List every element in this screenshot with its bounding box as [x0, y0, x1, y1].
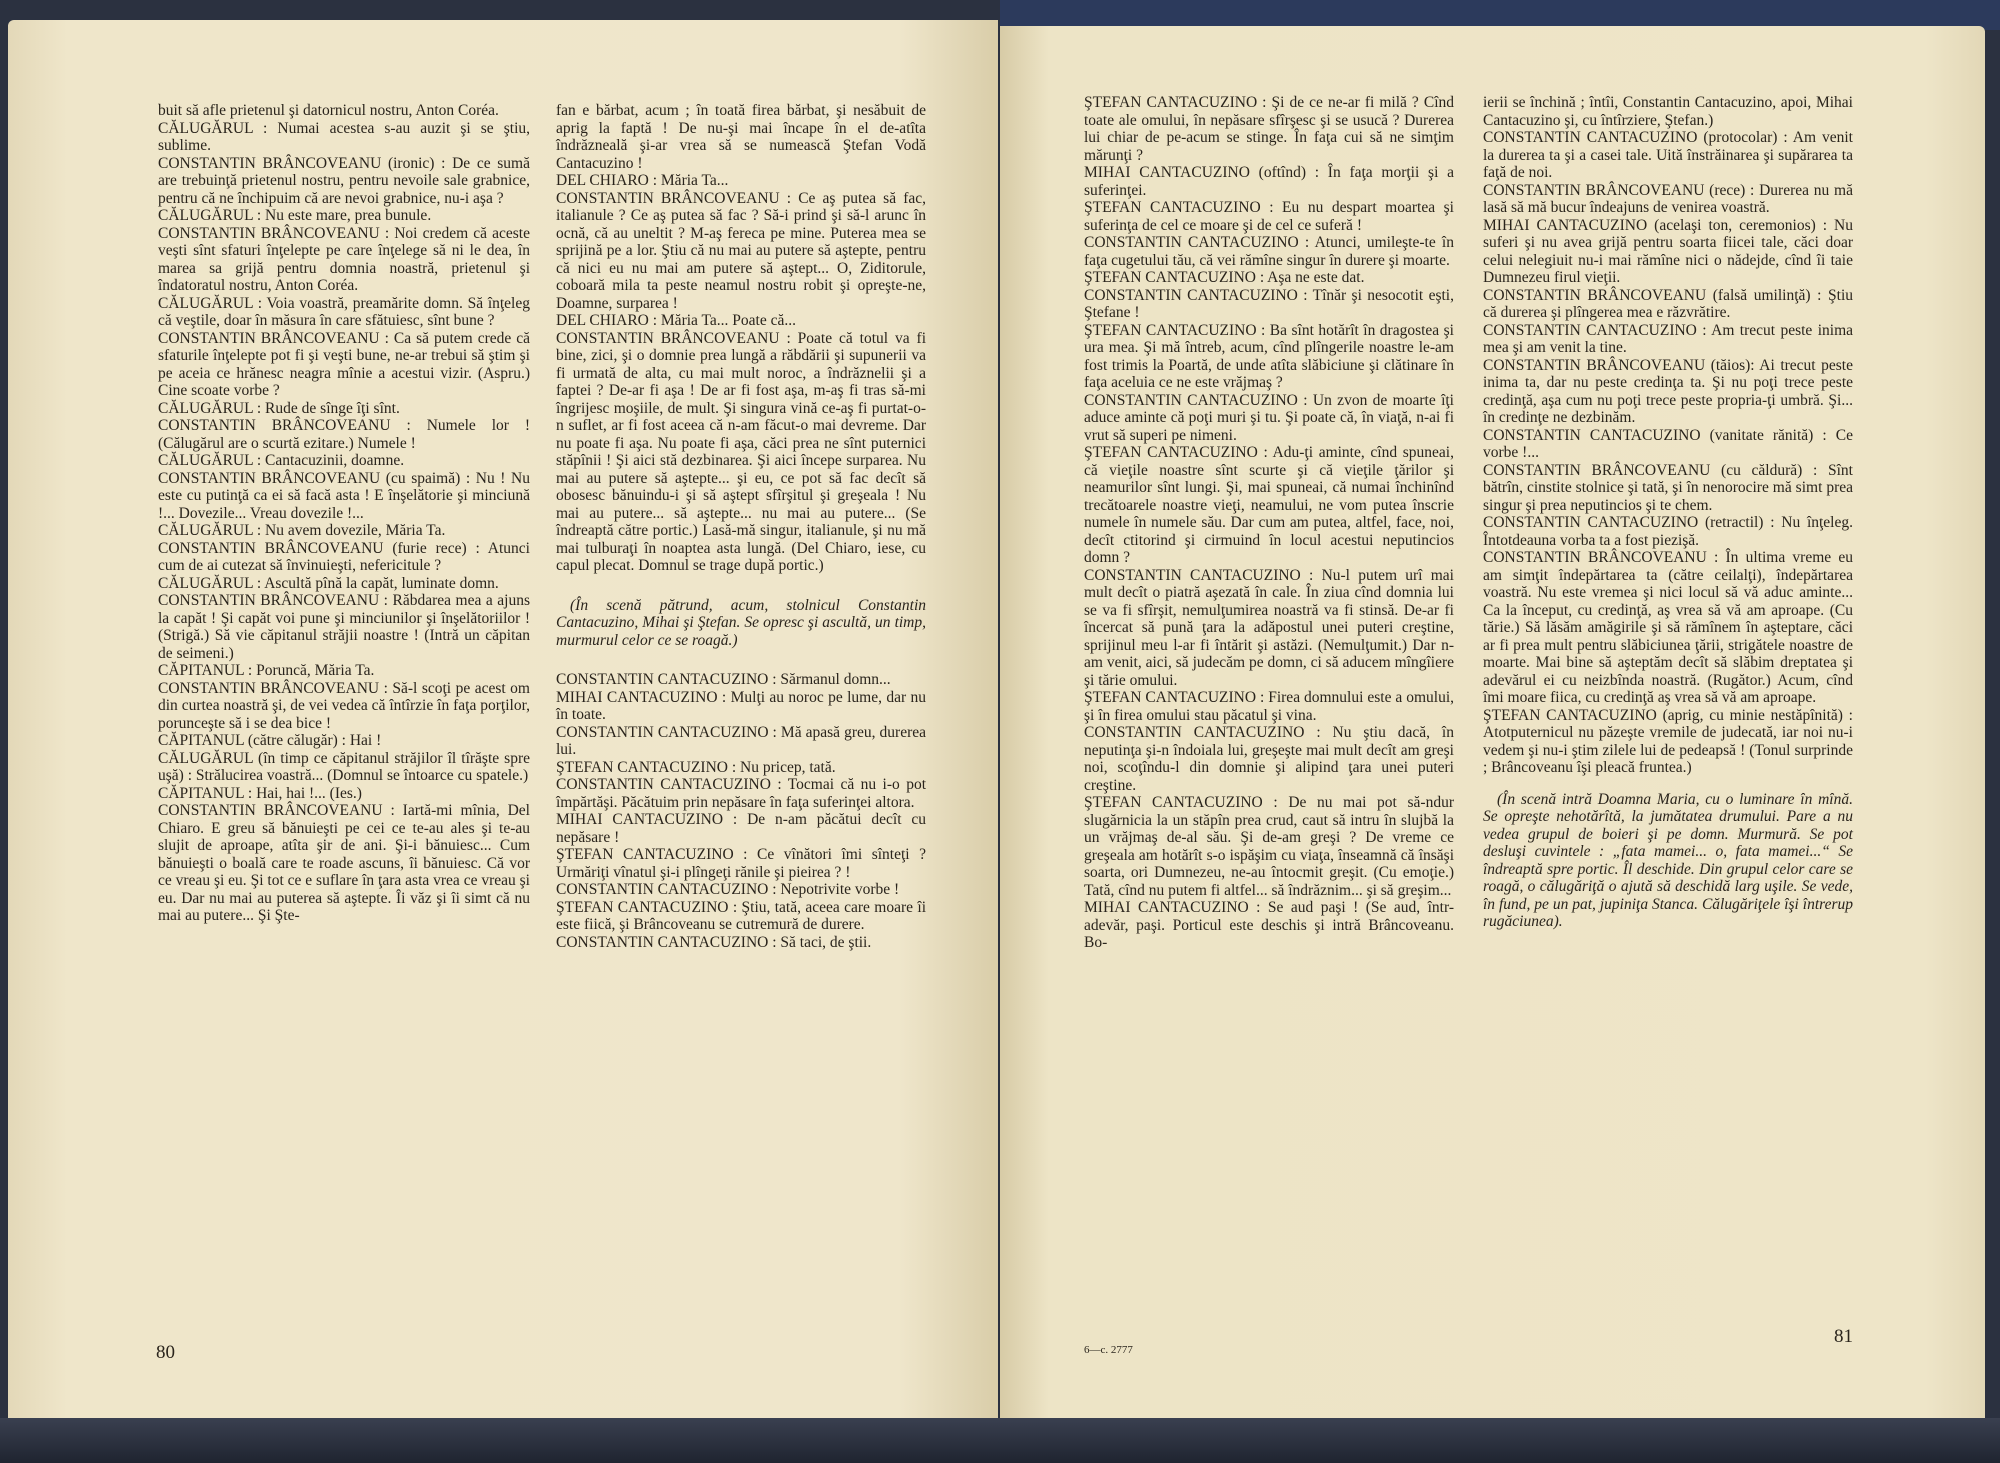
- dialogue-line: CONSTANTIN BRÂNCOVEANU : Iartă-mi mînia, Del Chiaro. E greu să bănuieşti pe cei ce te-au ales şi te-au slujit de aproape, atîta şir de ani. Şi-i bănuiesc... Cum bănuieşti o boală care te roade ascuns, îi bănuiesc. Că vor ce vreau şi eu. Şi tot ce e suflare în ţara asta vrea ce vreau şi eu. Dar nu mai au puterea să aştepte. Îi văz şi îi simt că nu mai au putere... Şi Şte-: [158, 802, 530, 924]
- dialogue-line: MIHAI CANTACUZINO : Se aud paşi ! (Se aud, într-adevăr, paşi. Porticul este deschis şi intră Brâncoveanu. Bo-: [1084, 899, 1454, 951]
- dialogue-line: CONSTANTIN CANTACUZINO : Nepotrivite vorbe !: [556, 881, 900, 898]
- dialogue-line: ŞTEFAN CANTACUZINO : Şi de ce ne-ar fi milă ? Cînd toate ale omului, în nepăsare sfîrşesc şi se usucă ? Durerea lui chiar de pe-acum se stinge. În faţa cui să ne simţim mărunţi ?: [1084, 94, 1454, 164]
- dialogue-line: MIHAI CANTACUZINO : Mulţi au noroc pe lume, dar nu în toate.: [556, 688, 926, 723]
- dialogue-line: CONSTANTIN BRÂNCOVEANU (tăios): Ai trecut peste inima ta, dar nu peste credinţa ta. Şi nu poţi trece peste credinţă, aşa cum nu poţi trece peste propria-ţi umbră. Şi... în credinţe ne dezbinăm.: [1483, 356, 1853, 426]
- dialogue-line: CONSTANTIN BRÂNCOVEANU : Ce aş putea să fac, italianule ? Ce aş putea să fac ? Să-i prind şi să-l arunc în ocnă, că au uneltit ? M-aş fereca pe mine. Puterea mea se sprijină pe a lor. Ştiu că nu mai au putere să aştepte, pentru că nici eu nu mai am putere să aştept... O, Ziditorule, coboară mila ta peste neamul nostru robit şi opreşte-ne, Doamne, surparea !: [556, 189, 926, 312]
- page-number: 81: [1834, 1326, 1853, 1347]
- dialogue-line: CĂPITANUL : Poruncă, Măria Ta.: [158, 662, 375, 679]
- dialogue-line: CĂLUGĂRUL : Cantacuzinii, doamne.: [158, 452, 405, 469]
- dialogue-line: CONSTANTIN CANTACUZINO : Tînăr şi nesocotit eşti, Ştefane !: [1084, 286, 1454, 321]
- dialogue-line: MIHAI CANTACUZINO (oftînd) : În faţa morţii şi a suferinţei.: [1084, 164, 1454, 199]
- dialogue-line: CONSTANTIN BRÂNCOVEANU : Poate că totul va fi bine, zici, şi o domnie prea lungă a răbdării şi supunerii va fi urmată de alta, cu mai mult noroc, a îndrăznelii şi a faptei ? De-ar fi aşa ! De ar fi fost aşa, m-aş fi tras să-mi îngrijesc moşiile, de mult. Şi singura vină ce-aş fi purtat-o-n suflet, ar fi fost aceea că n-am făcut-o mai devreme. Dar nu poate fi aşa. Nu poate fi aşa, căci prea ne sînt puternici stăpînii ! Şi aici stă dezbinarea. Şi aici începe surparea. Nu mai au putere să aştepte... şi eu, ce pot să fac decît să obosesc bănuindu-i şi să aştept sfîrşitul şi greşeala ! Nu mai au putere... să aştepte... nu mai au putere... (Se îndreaptă către portic.) Lasă-mă singur, italianule, şi nu mă mai tulburaţi în noaptea asta lungă. (Del Chiaro, iese, cu capul plecat. Domnul se trage după portic.): [556, 329, 926, 574]
- dialogue-line: CĂPITANUL (către călugăr) : Hai !: [158, 732, 382, 749]
- dialogue-line: CONSTANTIN BRÂNCOVEANU (cu spaimă) : Nu ! Nu este cu putinţă ca ei să facă asta ! E înşelătorie şi minciună !... Dovezile... Vreau dovezile !...: [158, 469, 530, 522]
- dialogue-line: CONSTANTIN BRÂNCOVEANU (rece) : Durerea nu mă lasă să mă bucur îndeajuns de venirea voastră.: [1483, 181, 1853, 216]
- dialogue-line: CONSTANTIN CANTACUZINO (vanitate rănită) : Ce vorbe !...: [1483, 426, 1853, 461]
- dialogue-line: CĂLUGĂRUL : Rude de sînge îţi sînt.: [158, 399, 400, 417]
- dialogue-line: CONSTANTIN BRÂNCOVEANU : Noi credem că aceste veşti sînt sfaturi înţelepte pe care înţelege să ni le dea, în marea sa grijă pentru domnia noastră, prietenul şi îndatoratul nostru, Anton Coréa.: [158, 224, 530, 294]
- dialogue-line: CONSTANTIN CANTACUZINO (protocolar) : Am venit la durerea ta şi a casei tale. Uită înstrăinarea şi supărarea ta faţă de noi.: [1483, 129, 1853, 181]
- dialogue-line: CONSTANTIN CANTACUZINO : Un zvon de moarte îţi aduce aminte că poţi muri şi tu. Şi poate că, în viaţă, n-ai fi vrut să superi pe nimeni.: [1084, 391, 1454, 444]
- print-code: 6—c. 2777: [1084, 1344, 1133, 1356]
- right-page: [1000, 26, 1985, 1428]
- left-column-1: [158, 102, 530, 925]
- dialogue-line: CONSTANTIN CANTACUZINO : Atunci, umileşte-te în faţa cugetului tău, că vei rămîne singur în durere şi moarte.: [1084, 234, 1454, 269]
- right-column-2-dialogue: [1483, 94, 1853, 777]
- dialogue-line: ŞTEFAN CANTACUZINO : Firea domnului este a omului, şi în firea omului stau păcatul şi vina.: [1084, 689, 1454, 724]
- dialogue-line: CĂLUGĂRUL : Ascultă pînă la capăt, luminate domn.: [158, 574, 499, 592]
- dialogue-line: ierii se închină ; întîi, Constantin Cantacuzino, apoi, Mihai Cantacuzino şi, cu întîrziere, Ştefan.): [1483, 94, 1853, 129]
- dialogue-line: ŞTEFAN CANTACUZINO : Eu nu despart moartea şi suferinţa de cel ce moare şi de cel ce suferă !: [1084, 199, 1454, 234]
- dialogue-line: CONSTANTIN BRÂNCOVEANU : Numele lor ! (Călugărul are o scurtă ezitare.) Numele !: [158, 417, 530, 452]
- dialogue-line: DEL CHIARO : Măria Ta...: [556, 172, 729, 189]
- dialogue-line: CONSTANTIN BRÂNCOVEANU (ironic) : De ce sumă are trebuinţă prietenul nostru, pentru nevoile sale grabnice, pentru că ne închipuim că are nevoi grabnice, nu-i aşa ?: [158, 154, 530, 207]
- left-column-2-dialogue: [556, 102, 926, 575]
- dialogue-line: ŞTEFAN CANTACUZINO : Ştiu, tată, aceea care moare îi este fiică, şi Brâncoveanu se cutremură de durere.: [556, 898, 926, 933]
- left-column-2: [556, 102, 926, 951]
- dialogue-line: CĂLUGĂRUL : Nu este mare, prea bunule.: [158, 207, 432, 224]
- dialogue-line: CONSTANTIN CANTACUZINO : Nu ştiu dacă, în neputinţa şi-n îndoiala lui, greşeşte mai mult decît am greşi noi, scoţîndu-l din domnie şi alipind ţara unei puteri creştine.: [1084, 724, 1454, 794]
- dialogue-line: CONSTANTIN CANTACUZINO : Să taci, de ştii.: [556, 933, 872, 951]
- dialogue-line: CONSTANTIN BRÂNCOVEANU (falsă umilinţă) : Ştiu că durerea şi plîngerea mea e răzvrătire.: [1483, 286, 1853, 321]
- dialogue-line: CONSTANTIN BRÂNCOVEANU (furie rece) : Atunci cum de ai cutezat să învinuieşti, nefericitule ?: [158, 539, 530, 574]
- dialogue-line: CĂPITANUL : Hai, hai !... (Ies.): [158, 784, 362, 802]
- dialogue-line: ŞTEFAN CANTACUZINO : Aşa ne este dat.: [1084, 269, 1365, 286]
- dialogue-line: ŞTEFAN CANTACUZINO : Ba sînt hotărît în dragostea şi ura mea. Şi mă întreb, acum, cînd plîngerile noastre le-am fost trimis la Poartă, de unde atîta slăbiciune şi clătinare în faţa aceluia ce ne este vrăjmaş ?: [1084, 321, 1454, 391]
- dialogue-line: ŞTEFAN CANTACUZINO : Nu pricep, tată.: [556, 758, 836, 776]
- dialogue-line: ŞTEFAN CANTACUZINO : Adu-ţi aminte, cînd spuneai, că vieţile noastre sînt scurte şi că vieţile ţărilor şi neamurilor sînt lungi. Şi, mai spuneai, că numai închinînd trecătoarele noastre vieţi, neamului, ne vom putea înscrie numele în numele său. Dar cum am putea, altfel, face, noi, decît ctitorind şi cirmuind în locul acestui neputincios domn ?: [1084, 444, 1454, 566]
- dialogue-line: MIHAI CANTACUZINO (acelaşi ton, ceremonios) : Nu suferi şi nu avea grijă pentru soarta fiicei tale, căci doar celui nelegiuit nu-i mai rămîne nici o nădejde, cînd îi taie Dumnezeu firul vieţii.: [1483, 216, 1853, 286]
- dialogue-line: buit să afle prietenul şi datornicul nostru, Anton Coréa.: [158, 102, 499, 119]
- stage-direction: (În scenă intră Doamna Maria, cu o luminare în mînă. Se opreşte nehotărîtă, la jumătatea drumului. Pare a nu vedea grupul de boieri şi pe domn. Murmură. Se pot desluşi cuvintele : „fata mamei... o, fata mamei...“ Se îndreaptă spre portic. Îl deschide. Din grupul celor care se roagă, o călugăriţă o ajută să deschidă larg uşile. Se vede, în fund, pe un pat, jupiniţa Stanca. Călugăriţele îşi întrerup rugăciunea).: [1483, 790, 1853, 930]
- dialogue-line: CONSTANTIN CANTACUZINO : Sărmanul domn...: [556, 671, 891, 688]
- dialogue-line: MIHAI CANTACUZINO : De n-am păcătui decît cu nepăsare !: [556, 811, 926, 846]
- dialogue-line: CĂLUGĂRUL : Voia voastră, preamărite domn. Să înţeleg că veştile, doar în măsura în care sfătuiesc, sînt bune ?: [158, 294, 530, 329]
- left-page: [8, 20, 998, 1428]
- dialogue-line: CONSTANTIN BRÂNCOVEANU : Să-l scoţi pe acest om din curtea noastră şi, de vei vedea că întîrzie în faţa porţilor, porunceşte să i se dea bice !: [158, 679, 530, 732]
- dialogue-line: CONSTANTIN BRÂNCOVEANU (cu căldură) : Sînt bătrîn, cinstite stolnice şi tată, şi în nenorocire mă simt prea singur şi prea neputincios şi te chem.: [1483, 461, 1853, 514]
- dialogue-line: CONSTANTIN BRÂNCOVEANU : Ca să putem crede că sfaturile înţelepte pot fi şi veşti bune, ne-ar trebui să ştim şi pe aceia ce hrănesc neagra mînie a acestui vizir. (Aspru.) Cine scoate vorbe ?: [158, 329, 530, 399]
- dialogue-line: ŞTEFAN CANTACUZINO (aprig, cu minie nestăpînită) : Atotputernicul nu păzeşte vremile de judecată, iar noi nu-i vedem şi nu-i ştim zilele lui de pedeapsă ! (Tonul surprinde ; Brâncoveanu îşi pleacă fruntea.): [1483, 706, 1853, 776]
- right-column-2: [1483, 94, 1853, 931]
- stage-direction: (În scenă pătrund, acum, stolnicul Constantin Cantacuzino, Mihai şi Ştefan. Se opresc şi ascultă, un timp, murmurul celor ce se roagă.): [556, 596, 926, 649]
- dialogue-line: ŞTEFAN CANTACUZINO : Ce vînători îmi sînteţi ? Urmăriţi vînatul şi-i plîngeţi rănile şi pieirea ? !: [556, 846, 926, 881]
- dialogue-line: CĂLUGĂRUL : Nu avem dovezile, Măria Ta.: [158, 522, 446, 539]
- dialogue-line: CONSTANTIN CANTACUZINO : Mă apasă greu, durerea lui.: [556, 723, 926, 758]
- dialogue-line: CONSTANTIN CANTACUZINO : Nu-l putem urî mai mult decît o piatră aşezată în cale. În ziua cînd domnia lui se va fi sfîrşit, nemulţumirea noastră va fi stinsă. De-ar fi încercat să pună ţara la adăpostul unei puteri creştine, sprijinul meu l-ar fi întărit şi astăzi. (Nemulţumit.) Dar n-am venit, aici, să judecăm pe domn, ci să aducem mîngîiere şi tărie omului.: [1084, 566, 1454, 689]
- dialogue-line: fan e bărbat, acum ; în toată firea bărbat, şi nesăbuit de aprig la faptă ! De nu-şi mai încape în el de-atîta îndrăzneală şi-ar vrea să se numească Ştefan Vodă Cantacuzino !: [556, 102, 926, 172]
- dialogue-line: ŞTEFAN CANTACUZINO : De nu mai pot să-ndur slugărnicia la un stăpîn prea crud, caut să intru în slujbă la un vrăjmaş de-al său. Şi de-am greşi ? De vreme ce greşeala am hotărît s-o ispăşim cu viaţa, înseamnă că însăşi soarta, ori Dumnezeu, ne-au întocmit greşit. (Cu emoţie.) Tată, cînd nu putem fi altfel... să îndrăznim... şi să greşim...: [1084, 794, 1454, 899]
- book-bottom-edge: [0, 1418, 2000, 1463]
- dialogue-line: CONSTANTIN BRÂNCOVEANU : În ultima vreme eu am simţit îndepărtarea ta (către ceilalţi), îndepărtarea voastră. Nu este vremea şi nici locul să vă aduc aminte... Ca la început, cu credinţă, aş vrea să vă am aproape. (Cu tărie.) Să lăsăm amăgirile şi să rămînem în aşteptare, căci ar fi prea mult pentru slăbiciunea ţării, strigătele noastre de moarte. Mai bine să aşteptăm decît să slăbim dreptatea şi adevărul ei cu neizbînda noastră. (Rugător.) Acum, cînd îmi moare fiica, cu credinţă aş vrea să vă am aproape.: [1483, 549, 1853, 706]
- dialogue-line: DEL CHIARO : Măria Ta... Poate că...: [556, 312, 796, 329]
- dialogue-line: CONSTANTIN BRÂNCOVEANU : Răbdarea mea a ajuns la capăt ! Şi capăt voi pune şi minciunilor şi înşelătoriilor ! (Strigă.) Să vie căpitanul străjii noastre ! (Intră un căpitan de seimeni.): [158, 592, 530, 662]
- dialogue-line: CĂLUGĂRUL : Numai acestea s-au auzit şi se ştiu, sublime.: [158, 119, 530, 154]
- dialogue-line: CONSTANTIN CANTACUZINO : Tocmai că nu i-o pot împărtăşi. Păcătuim prin nepăsare în faţa suferinţei altora.: [556, 776, 926, 811]
- dialogue-line: CONSTANTIN CANTACUZINO : Am trecut peste inima mea şi am venit la tine.: [1483, 321, 1853, 356]
- right-column-1: [1084, 94, 1454, 952]
- dialogue-line: CONSTANTIN CANTACUZINO (retractil) : Nu înţeleg. Întotdeauna vorba ta a fost piezişă.: [1483, 514, 1853, 549]
- page-number: 80: [156, 1342, 175, 1363]
- left-column-2-dialogue-after: [556, 671, 926, 951]
- dialogue-line: CĂLUGĂRUL (în timp ce căpitanul străjilor îl tîrăşte spre uşă) : Strălucirea voastră... (Domnul se întoarce cu spatele.): [158, 749, 530, 784]
